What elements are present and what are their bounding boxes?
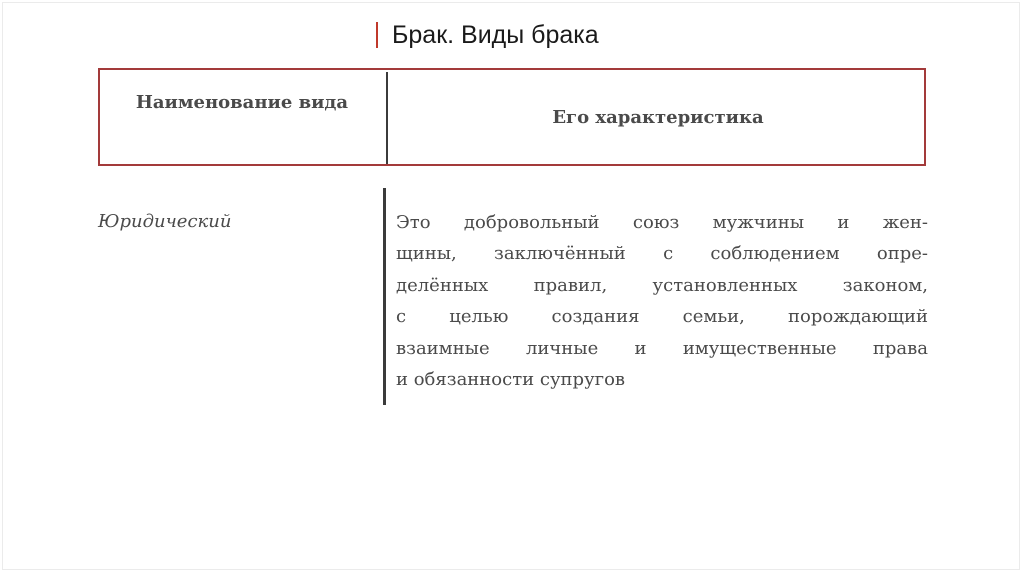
description-line: делённых правил, установленных законом, (396, 274, 928, 296)
description-line: с целью создания семьи, порождающий (396, 306, 928, 328)
row-description (396, 207, 928, 395)
slide-title: Брак. Виды брака (392, 21, 599, 49)
title-accent-bar (376, 22, 378, 48)
column-header-characteristic: Его характеристика (552, 107, 764, 128)
description-line: Это добровольный союз мужчины и жен- (396, 212, 928, 233)
description-line: щины, заключённый с соблюдением опре- (396, 243, 928, 265)
description-line: взаимные личные и имущественные права (396, 337, 928, 359)
description-line: и обязанности супругов (396, 369, 626, 391)
row-column-divider (383, 188, 386, 405)
column-header-name: Наименование вида (135, 92, 349, 113)
row-term: Юридический (98, 211, 232, 232)
header-column-divider (386, 72, 388, 164)
